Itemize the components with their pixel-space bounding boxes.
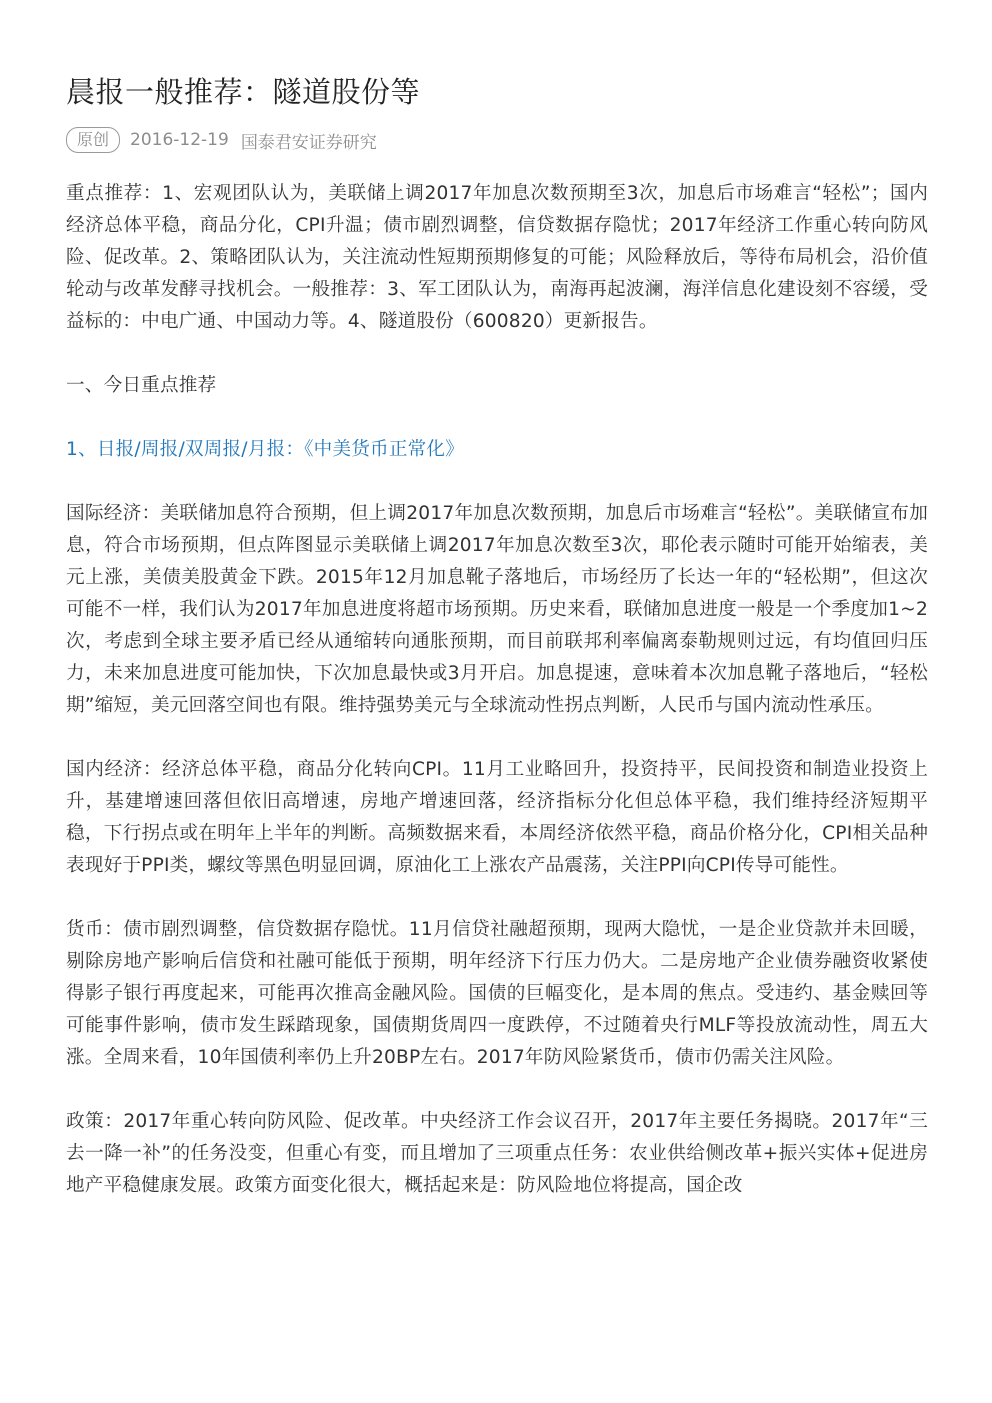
summary-paragraph: 重点推荐：1、宏观团队认为，美联储上调2017年加息次数预期至3次，加息后市场难言“轻松”；国内经济总体平稳，商品分化，CPI升温；债市剧烈调整，信贷数据存隐忧；2017年经济工作重心转向防风险、促改革。2、策略团队认为，关注流动性短期预期修复的可能；风险释放后，等待布局机会，沿价值轮动与改革发酵寻找机会。一般推荐：3、军工团队认为，南海再起波澜，海洋信息化建设刻不容缓，受益标的：中电广通、中国动力等。4、隧道股份（600820）更新报告。 xyxy=(66,183,928,332)
policy-paragraph: 政策：2017年重心转向防风险、促改革。中央经济工作会议召开，2017年主要任务揭晓。2017年“三去一降一补”的任务没变，但重心有变，而且增加了三项重点任务：农业供给侧改革+振兴实体+促进房地产平稳健康发展。政策方面变化很大，概括起来是：防风险地位将提高，国企改 xyxy=(66,1111,928,1196)
original-badge: 原创 xyxy=(66,127,120,153)
report-subheading[interactable]: 1、日报/周报/双周报/月报：《中美货币正常化》 xyxy=(66,439,464,460)
article xyxy=(66,72,928,1202)
monetary-paragraph: 货币：债市剧烈调整，信贷数据存隐忧。11月信贷社融超预期，现两大隐忧，一是企业贷款并未回暖，剔除房地产影响后信贷和社融可能低于预期，明年经济下行压力仍大。二是房地产企业债券融资收紧使得影子银行再度起来，可能再次推高金融风险。国债的巨幅变化，是本周的焦点。受违约、基金赎回等可能事件影响，债市发生踩踏现象，国债期货周四一度跌停，不过随着央行MLF等投放流动性，周五大涨。全周来看，10年国债利率仍上升20BP左右。2017年防风险紧货币，债市仍需关注风险。 xyxy=(66,919,928,1068)
publish-date: 2016-12-19 xyxy=(130,130,229,150)
article-body xyxy=(66,178,928,1202)
author-link[interactable]: 国泰君安证券研究 xyxy=(240,132,377,153)
article-meta xyxy=(66,126,928,154)
international-economy-paragraph: 国际经济：美联储加息符合预期，但上调2017年加息次数预期，加息后市场难言“轻松”。美联储宣布加息，符合市场预期，但点阵图显示美联储上调2017年加息次数至3次，耶伦表示随时可能开始缩表，美元上涨，美债美股黄金下跌。2015年12月加息靴子落地后，市场经历了长达一年的“轻松期”，但这次可能不一样，我们认为2017年加息进度将超市场预期。历史来看，联储加息进度一般是一个季度加1~2次，考虑到全球主要矛盾已经从通缩转向通胀预期，而目前联邦利率偏离泰勒规则过远，有均值回归压力，未来加息进度可能加快，下次加息最快或3月开启。加息提速，意味着本次加息靴子落地后，“轻松期”缩短，美元回落空间也有限。维持强势美元与全球流动性拐点判断，人民币与国内流动性承压。 xyxy=(66,503,928,716)
domestic-economy-paragraph: 国内经济：经济总体平稳，商品分化转向CPI。11月工业略回升，投资持平，民间投资和制造业投资上升，基建增速回落但依旧高增速，房地产增速回落，经济指标分化但总体平稳，我们维持经济短期平稳，下行拐点或在明年上半年的判断。高频数据来看，本周经济依然平稳，商品价格分化，CPI相关品种表现好于PPI类，螺纹等黑色明显回调，原油化工上涨农产品震荡，关注PPI向CPI传导可能性。 xyxy=(66,759,928,876)
section-heading: 一、今日重点推荐 xyxy=(66,375,217,396)
page-title: 晨报一般推荐：隧道股份等 xyxy=(66,75,421,109)
